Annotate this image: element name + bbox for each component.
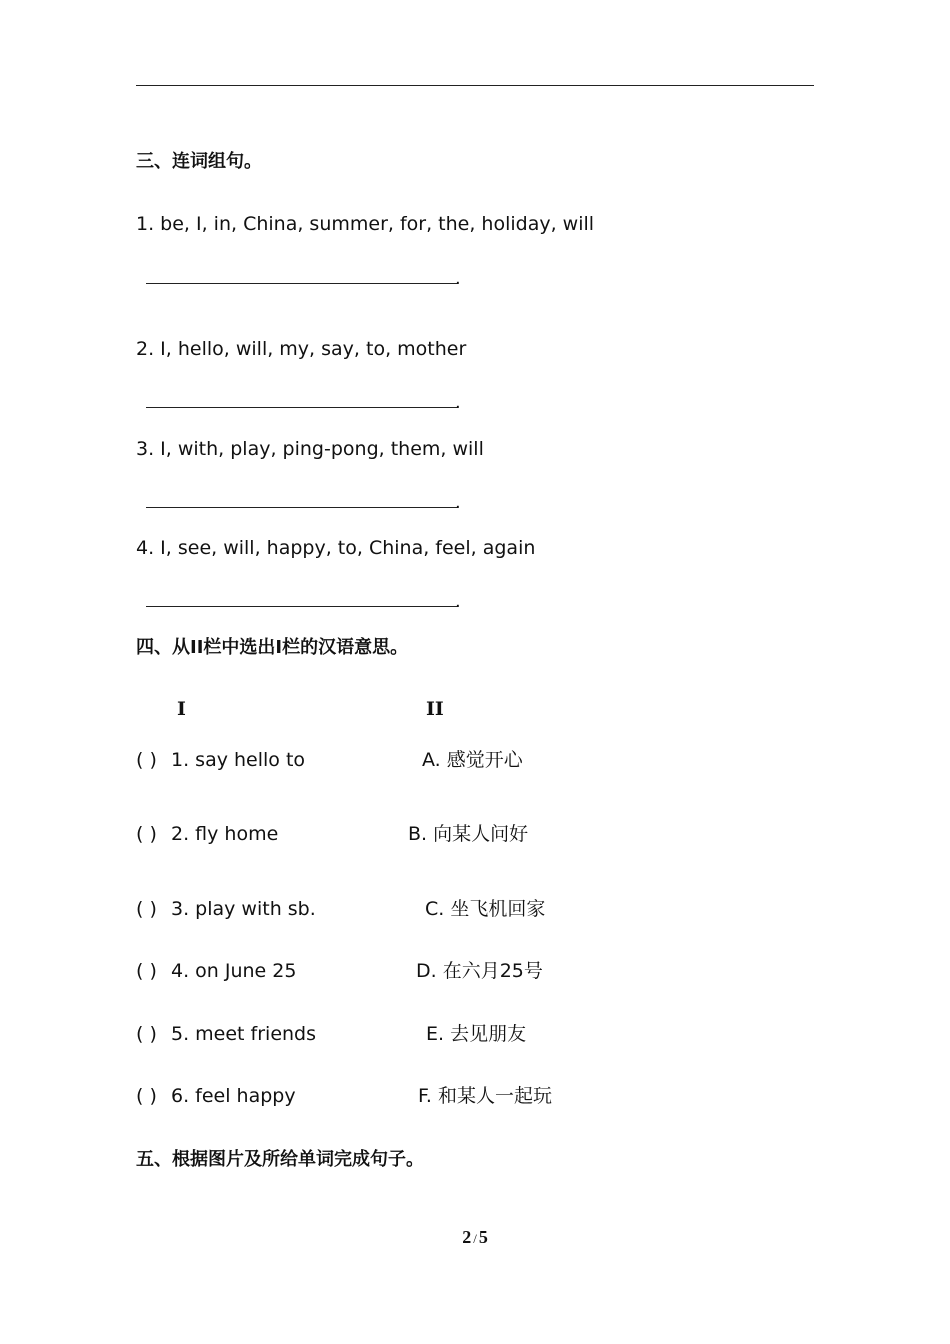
answer-paren-2[interactable]: ( ) xyxy=(136,823,157,845)
answer-paren-4[interactable]: ( ) xyxy=(136,960,157,982)
page-number xyxy=(0,1227,950,1248)
match-left-5: 5. meet friends xyxy=(171,1023,317,1045)
answer-paren-6[interactable]: ( ) xyxy=(136,1085,157,1107)
match-right-6: F. 和某人一起玩 xyxy=(418,1085,552,1107)
answer-blank-1[interactable] xyxy=(146,283,458,284)
header-rule xyxy=(136,85,814,86)
column-two-heading: II xyxy=(426,698,444,720)
match-right-1: A. 感觉开心 xyxy=(422,749,523,771)
match-left-1: 1. say hello to xyxy=(171,749,306,771)
section3-heading: 三、连词组句。 xyxy=(136,151,262,172)
match-right-5: E. 去见朋友 xyxy=(426,1023,527,1045)
answer-paren-3[interactable]: ( ) xyxy=(136,898,157,920)
question-2-prompt: 2. I, hello, will, my, say, to, mother xyxy=(136,338,467,360)
answer-blank-2[interactable] xyxy=(146,407,458,408)
match-left-3: 3. play with sb. xyxy=(171,898,316,920)
answer-blank-3[interactable] xyxy=(146,507,458,508)
match-left-2: 2. fly home xyxy=(171,823,279,845)
answer-period-1: . xyxy=(455,268,461,289)
page-current: 2 xyxy=(462,1227,472,1247)
section4-heading: 四、从II栏中选出I栏的汉语意思。 xyxy=(136,637,409,658)
match-left-4: 4. on June 25 xyxy=(171,960,297,982)
match-right-2: B. 向某人问好 xyxy=(408,823,529,845)
answer-period-4: . xyxy=(455,591,461,612)
answer-paren-5[interactable]: ( ) xyxy=(136,1023,157,1045)
answer-period-2: . xyxy=(455,392,461,413)
question-1-prompt: 1. be, I, in, China, summer, for, the, holiday, will xyxy=(136,213,595,235)
page-total: 5 xyxy=(478,1227,488,1247)
column-one-heading: I xyxy=(177,698,186,720)
answer-paren-1[interactable]: ( ) xyxy=(136,749,157,771)
section5-heading: 五、根据图片及所给单词完成句子。 xyxy=(136,1149,424,1170)
question-3-prompt: 3. I, with, play, ping-pong, them, will xyxy=(136,438,484,460)
match-left-6: 6. feel happy xyxy=(171,1085,296,1107)
page-separator: / xyxy=(473,1231,477,1246)
match-right-3: C. 坐飞机回家 xyxy=(425,898,546,920)
match-right-4: D. 在六月25号 xyxy=(416,960,543,982)
answer-blank-4[interactable] xyxy=(146,606,458,607)
question-4-prompt: 4. I, see, will, happy, to, China, feel, again xyxy=(136,537,536,559)
answer-period-3: . xyxy=(455,492,461,513)
